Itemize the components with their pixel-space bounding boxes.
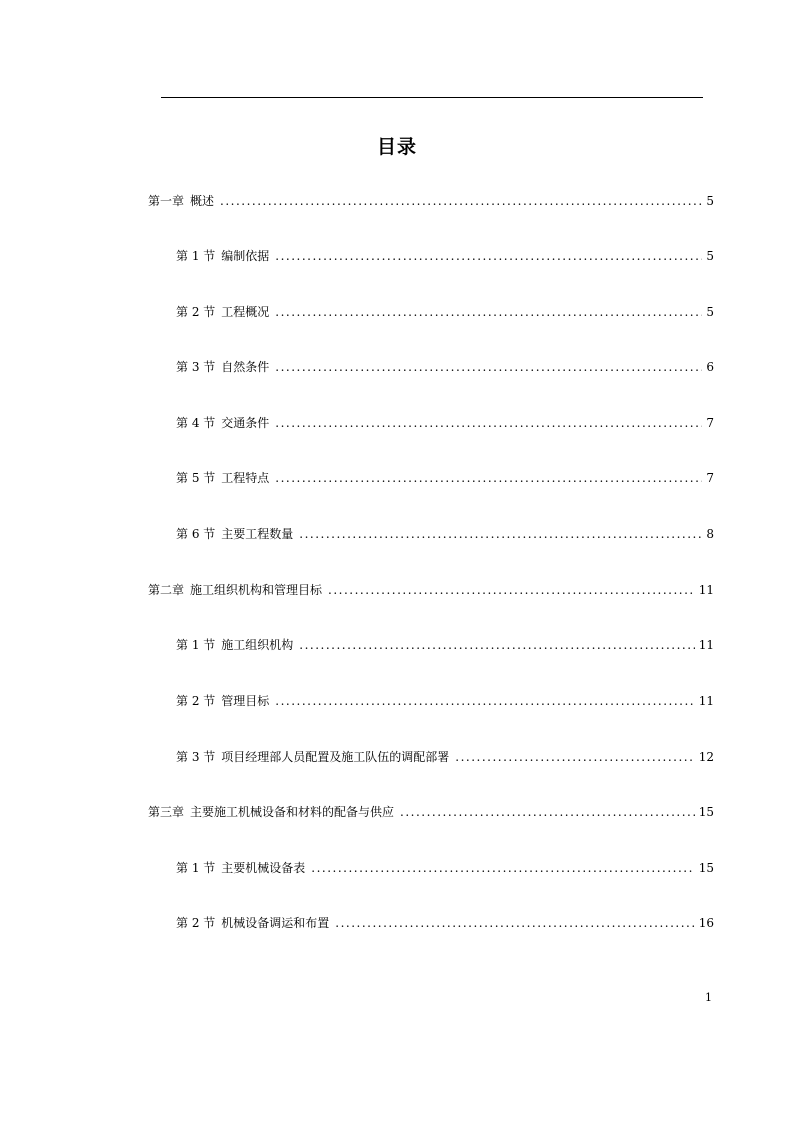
toc-entry-title: 主要机械设备表 bbox=[221, 861, 306, 875]
toc-entry-title: 机械设备调运和布置 bbox=[221, 916, 330, 930]
toc-leader-dots bbox=[275, 248, 702, 264]
toc-entry-section[interactable] bbox=[176, 526, 714, 542]
toc-leader-dots bbox=[275, 415, 702, 431]
toc-leader-dots bbox=[299, 526, 702, 542]
toc-entry-section[interactable] bbox=[176, 304, 714, 320]
toc-entry-number: 第二章 bbox=[148, 583, 185, 597]
toc-entry-chapter[interactable] bbox=[148, 193, 714, 209]
toc-entry-page: 11 bbox=[698, 638, 714, 652]
toc-entry-title: 交通条件 bbox=[221, 416, 270, 430]
toc-entry-page: 11 bbox=[698, 583, 714, 597]
toc-entry-page: 6 bbox=[706, 360, 714, 374]
toc-entry-number: 第三章 bbox=[148, 805, 185, 819]
toc-entry-page: 5 bbox=[706, 249, 714, 263]
toc-leader-dots bbox=[299, 637, 694, 653]
toc-entry-title: 主要工程数量 bbox=[221, 527, 294, 541]
toc-entry-page: 8 bbox=[706, 527, 714, 541]
toc-entry-section[interactable] bbox=[176, 248, 714, 264]
toc-entry-section[interactable] bbox=[176, 749, 714, 765]
toc-entry-section[interactable] bbox=[176, 693, 714, 709]
toc-leader-dots bbox=[220, 193, 702, 209]
toc-entry-page: 16 bbox=[698, 916, 714, 930]
toc-entry-section[interactable] bbox=[176, 415, 714, 431]
toc-leader-dots bbox=[400, 804, 695, 820]
toc-entry-page: 7 bbox=[706, 416, 714, 430]
toc-entry-title: 自然条件 bbox=[221, 360, 270, 374]
toc-entry-number: 第 6 节 bbox=[176, 527, 216, 541]
toc-entry-page: 5 bbox=[706, 305, 714, 319]
toc-entry-page: 15 bbox=[698, 805, 714, 819]
toc-entry-title: 施工组织机构 bbox=[221, 638, 294, 652]
toc-entry-title: 工程概况 bbox=[221, 305, 270, 319]
toc-leader-dots bbox=[275, 359, 702, 375]
page-title: 目录 bbox=[376, 136, 417, 158]
toc-entry-section[interactable] bbox=[176, 359, 714, 375]
toc-entry-page: 11 bbox=[698, 694, 714, 708]
toc-leader-dots bbox=[328, 582, 695, 598]
toc-entry-chapter[interactable] bbox=[148, 582, 714, 598]
toc-entry-page: 5 bbox=[706, 194, 714, 208]
toc-entry-title: 项目经理部人员配置及施工队伍的调配部署 bbox=[221, 750, 450, 764]
toc-entry-title: 管理目标 bbox=[221, 694, 270, 708]
toc-entry-number: 第 4 节 bbox=[176, 416, 216, 430]
toc-entry-number: 第 1 节 bbox=[176, 249, 216, 263]
toc-entry-page: 7 bbox=[706, 471, 714, 485]
page-number: 1 bbox=[705, 991, 712, 1004]
toc-entry-title: 编制依据 bbox=[221, 249, 270, 263]
toc-entry-section[interactable] bbox=[176, 637, 714, 653]
toc-entry-page: 15 bbox=[698, 861, 714, 875]
header-rule bbox=[161, 97, 703, 98]
toc-entry-page: 12 bbox=[698, 750, 714, 764]
toc-entry-number: 第 1 节 bbox=[176, 638, 216, 652]
toc-leader-dots bbox=[455, 749, 694, 765]
toc-entry-title: 主要施工机械设备和材料的配备与供应 bbox=[190, 805, 395, 819]
toc-entry-number: 第一章 bbox=[148, 194, 185, 208]
toc-leader-dots bbox=[275, 470, 702, 486]
toc-entry-chapter[interactable] bbox=[148, 804, 714, 820]
toc-entry-section[interactable] bbox=[176, 470, 714, 486]
toc-entry-title: 施工组织机构和管理目标 bbox=[190, 583, 323, 597]
toc-leader-dots bbox=[275, 304, 702, 320]
toc-leader-dots bbox=[311, 860, 694, 876]
toc-leader-dots bbox=[275, 693, 694, 709]
toc-entry-number: 第 2 节 bbox=[176, 694, 216, 708]
toc-entry-title: 概述 bbox=[190, 194, 215, 208]
toc-entry-number: 第 3 节 bbox=[176, 360, 216, 374]
toc-leader-dots bbox=[335, 915, 694, 931]
toc-entry-number: 第 1 节 bbox=[176, 861, 216, 875]
toc-entry-number: 第 5 节 bbox=[176, 471, 216, 485]
toc-entry-number: 第 3 节 bbox=[176, 750, 216, 764]
toc-entry-section[interactable] bbox=[176, 860, 714, 876]
toc-entry-number: 第 2 节 bbox=[176, 305, 216, 319]
toc-entry-title: 工程特点 bbox=[221, 471, 270, 485]
toc-entry-section[interactable] bbox=[176, 915, 714, 931]
toc-entry-number: 第 2 节 bbox=[176, 916, 216, 930]
